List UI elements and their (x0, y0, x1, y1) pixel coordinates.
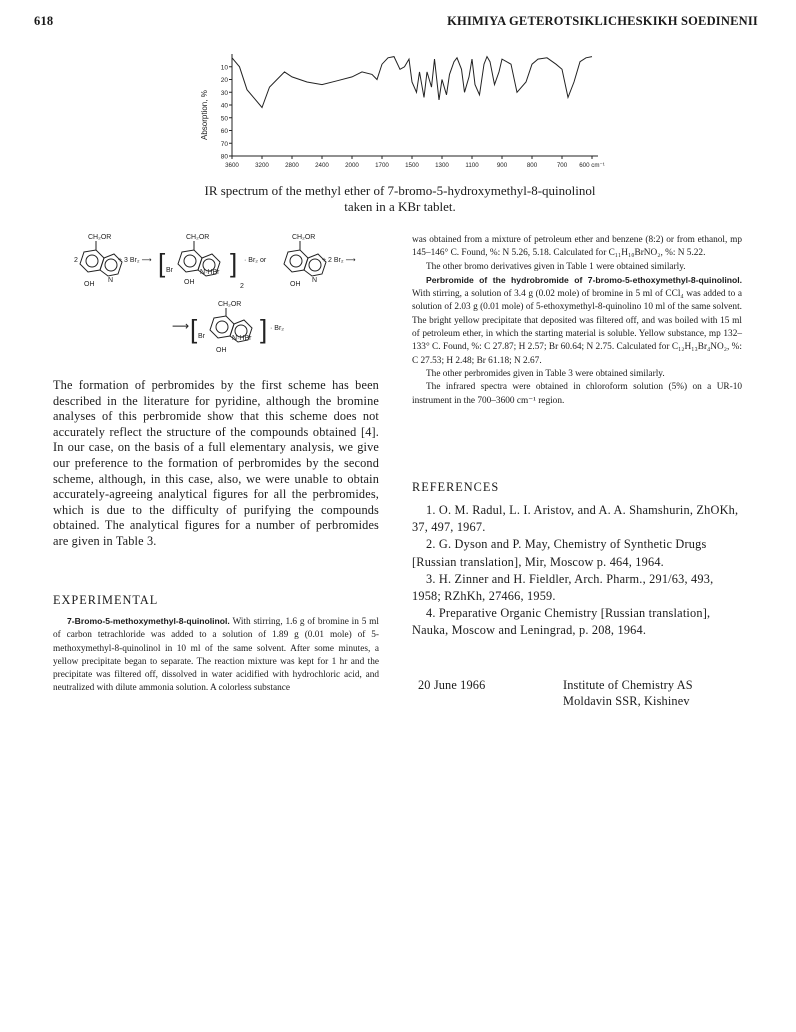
ir-spectrum-chart (196, 48, 616, 176)
references-heading: REFERENCES (412, 480, 500, 494)
x-tick-labels (225, 156, 605, 169)
institution-line-2: Moldavin SSR, Kishinev (563, 693, 690, 708)
label-n-3: N (312, 277, 318, 284)
chart-axes (232, 54, 598, 156)
x-tick-label: 1100 (465, 162, 479, 169)
reference-item: 2. G. Dyson and P. May, Chemistry of Synthetic Drugs [Russian translation], Mir, Moscow p. 464, 1964. (412, 537, 707, 569)
x-tick-label: 2000 (345, 162, 359, 169)
y-tick-label: 20 (220, 77, 228, 84)
right-p2: The other bromo derivatives given in Table 1 were obtained similarly. (426, 261, 686, 272)
right-p5: The infrared spectra were obtained in chloroform solution (5%) on a UR-10 instrument in the 700–3600 cm⁻¹ region. (412, 382, 742, 406)
reagent-mid: · Br₂ or (244, 257, 267, 264)
reagent-1: + 3 Br₂ ⟶ (118, 257, 152, 264)
y-tick-labels (221, 64, 232, 160)
reagent-3: · Br₂ (270, 325, 284, 332)
right-column-text (412, 234, 742, 408)
label-br-1: Br (166, 267, 173, 274)
figure-caption (120, 183, 680, 215)
institution (563, 678, 693, 709)
x-tick-label: 600 cm⁻¹ (579, 162, 605, 169)
bracket-close-1: ] (230, 248, 238, 278)
y-tick-label: 50 (220, 115, 228, 123)
label-ch2or-1: CH₂OR (88, 234, 112, 241)
label-oh-2: OH (184, 279, 195, 286)
bracket-open-2: [ (190, 314, 198, 344)
right-p1: was obtained from a mixture of petroleum ether and benzene (8:2) or from ethanol, mp 145–146° C. Found, %: N 5.26, 5.18. Calculated for C₁₁H₁₀BrNO₂, %: N 5.22. (412, 235, 742, 259)
exp-compound-title: 7-Bromo-5-methoxymethyl-8-quinolinol. (67, 616, 230, 626)
subscript-2: 2 (240, 283, 244, 290)
label-nhbr-4: N·HBr (232, 335, 252, 342)
y-axis-label: Absorption, % (200, 90, 209, 140)
x-tick-label: 1500 (405, 162, 419, 169)
y-tick-label: 70 (220, 140, 228, 148)
reaction-scheme (54, 230, 374, 360)
right-p4: The other perbromides given in Table 3 were obtained similarly. (426, 368, 665, 379)
label-ch2or-4: CH₂OR (218, 301, 242, 308)
received-date: 20 June 1966 (418, 678, 486, 692)
y-tick-label: 30 (220, 89, 228, 97)
left-paragraph: The formation of perbromides by the first scheme has been described in the literature for pyridine, although the bromine analyses of this perbromide show that this scheme does not accurately reflect the structure of the compounds obtained [4]. In our case, on the basis of a full elementary analysis, we give our preference to the formation of perbromides by the second scheme, although, in this case, also, we were unable to obtain accurately-agreeing analytical figures for all the perbromides, which is due to the difficulty of purifying the compounds obtained. The analytical figures for a number of perbromides are given in Table 3. (53, 378, 379, 548)
institution-line-1: Institute of Chemistry AS (563, 678, 693, 692)
label-n-1: N (108, 277, 114, 284)
caption-line-1: IR spectrum of the methyl ether of 7-bromo-5-hydroxymethyl-8-quinolinol (204, 183, 596, 198)
reference-item: 3. H. Zinner and H. Fieldler, Arch. Pharm., 291/63, 493, 1958; RZhKh, 27466, 1959. (412, 571, 714, 604)
y-tick-label: 60 (220, 128, 228, 135)
page-number: 618 (34, 14, 54, 28)
right-p3 (412, 274, 742, 368)
label-ch2or-2: CH₂OR (186, 234, 210, 241)
spectrum-line (232, 57, 592, 108)
label-br-4: Br (198, 333, 205, 340)
label-ch2or-3: CH₂OR (292, 234, 316, 241)
x-tick-label: 2400 (315, 162, 329, 169)
label-nhbr-1: N·HBr (200, 269, 220, 276)
x-tick-label: 2800 (285, 162, 299, 169)
y-tick-label: 10 (220, 64, 228, 72)
reagent-2: + 2 Br₂ ⟶ (322, 257, 356, 264)
x-tick-label: 3600 (225, 162, 239, 169)
x-tick-label: 1300 (435, 162, 449, 169)
bracket-close-2: ] (260, 314, 268, 344)
x-tick-label: 1700 (375, 162, 389, 169)
x-tick-label: 900 (496, 162, 508, 169)
right-p3-body: With stirring, a solution of 3.4 g (0.02 mole) of bromine in 5 ml of CCl₄ was added to a solution of 2.03 g (0.01 mole) of 5-ethoxymethyl-8-quinolino 10 ml of the same solvent. The bright yellow precipitate that deposited was filtered off, and was boiled with 15 ml of petroleum ether, in which the starting material is soluble. Yellow substance, mp 132–133° C. Found, %: C 27.87; H 2.57; Br 60.64; N 2.75. Calculated for C₁₂H₁₃Br₄NO₂, %: C 27.53; H 2.48; Br 61.18; N 2.67. (412, 289, 742, 366)
label-oh-3: OH (290, 281, 301, 288)
journal-title: KHIMIYA GETEROTSIKLICHESKIKH SOEDINENII (447, 14, 758, 28)
reference-item: 1. O. M. Radul, L. I. Aristov, and A. A. Shamshurin, ZhOKh, 37, 497, 1967. (412, 503, 739, 535)
x-tick-label: 700 (556, 162, 568, 169)
y-tick-label: 40 (220, 102, 228, 110)
perbromide-title: Perbromide of the hydrobromide of 7-bromo-5-ethoxymethyl-8-quinolinol. (426, 274, 742, 285)
x-tick-label: 3200 (255, 162, 269, 169)
quinoline-ring-3 (284, 250, 326, 276)
label-2: 2 (74, 257, 78, 264)
quinoline-ring-1 (80, 250, 122, 276)
label-oh-4: OH (216, 347, 227, 354)
references-list (412, 502, 742, 640)
label-oh-1: OH (84, 281, 95, 288)
arrow-2: ⟶ (172, 319, 190, 333)
experimental-heading: EXPERIMENTAL (53, 593, 159, 607)
y-tick-label: 80 (220, 153, 228, 161)
reference-item: 4. Preparative Organic Chemistry [Russian translation], Nauka, Moscow and Leningrad, p. 208, 1964. (412, 606, 711, 638)
exp-body: With stirring, 1.6 g of bromine in 5 ml of carbon tetrachloride was added to a solution of 1.89 g (0.01 mole) of 5-methoxymethyl-8-quinolinol in 10 ml of the same solvent. After some minutes, a yellow precipitate began to separate. The reaction mixture was kept for 1 hr and the precipitate was filtered off, dissolved in water acidified with hydrochloric acid, and neutralized with dilute ammonia solution. A colorless substance (53, 617, 379, 694)
x-tick-label: 800 (526, 162, 538, 169)
experimental-text (53, 615, 379, 696)
bracket-open-1: [ (158, 248, 166, 278)
caption-line-2: taken in a KBr tablet. (344, 199, 456, 214)
